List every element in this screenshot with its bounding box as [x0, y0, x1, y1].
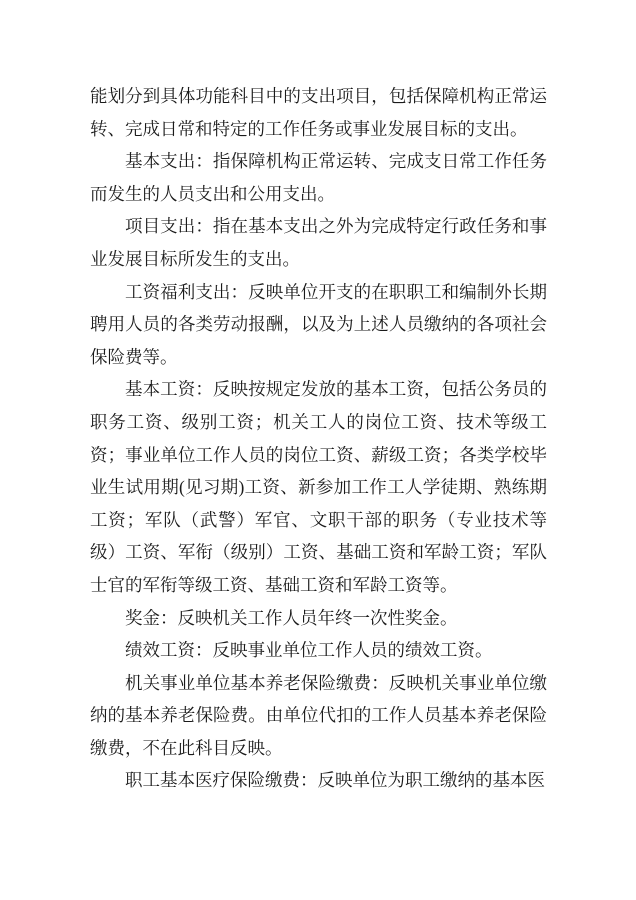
- paragraph-basic-expenditure: 基本支出：指保障机构正常运转、完成支日常工作任务而发生的人员支出和公用支出。: [90, 151, 547, 204]
- paragraph-continuation: 能划分到具体功能科目中的支出项目，包括保障机构正常运转、完成日常和特定的工作任务或事业发展目标的支出。: [90, 86, 547, 139]
- paragraph-basic-salary: 基本工资：反映按规定发放的基本工资，包括公务员的职务工资、级别工资；机关工人的岗位工资、技术等级工资；事业单位工作人员的岗位工资、薪级工资；各类学校毕业生试用期(见习期)工资、新参加工作工人学徒期、熟练期工资；军队（武警）军官、文职干部的职务（专业技术等级）工资、军衔（级别）工资、基础工资和军龄工资；军队士官的军衔等级工资、基础工资和军龄工资等。: [90, 379, 547, 595]
- paragraph-pension-contribution: 机关事业单位基本养老保险缴费：反映机关事业单位缴纳的基本养老保险费。由单位代扣的工作人员基本养老保险缴费，不在此科目反映。: [90, 672, 547, 758]
- paragraph-bonus: 奖金：反映机关工作人员年终一次性奖金。: [125, 607, 458, 628]
- paragraph-performance-pay: 绩效工资：反映事业单位工作人员的绩效工资。: [125, 640, 493, 661]
- paragraph-medical-insurance: 职工基本医疗保险缴费：反映单位为职工缴纳的基本医: [125, 770, 545, 791]
- text-block: [90, 80, 547, 797]
- paragraph-salary-welfare: 工资福利支出：反映单位开支的在职职工和编制外长期聘用人员的各类劳动报酬，以及为上述人员缴纳的各项社会保险费等。: [90, 281, 547, 367]
- paragraph-project-expenditure: 项目支出：指在基本支出之外为完成特定行政任务和事业发展目标所发生的支出。: [90, 216, 547, 269]
